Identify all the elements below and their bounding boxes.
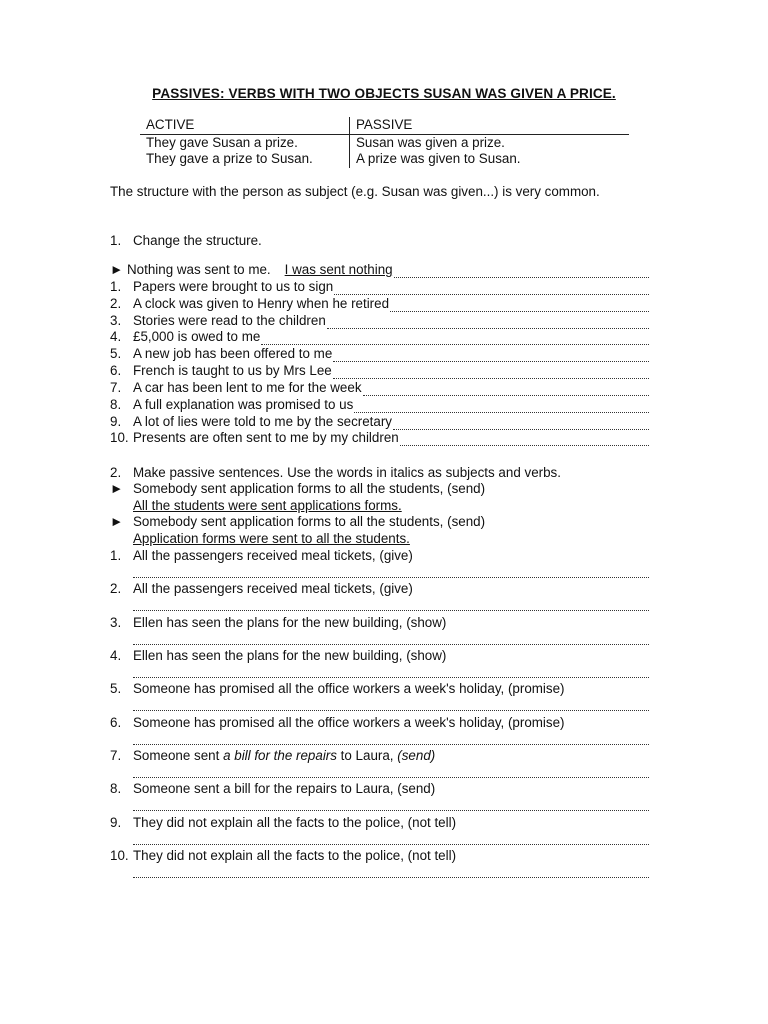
item-number: 10. <box>110 430 129 445</box>
list-item <box>110 548 650 578</box>
table-cell: They gave Susan a prize. <box>140 135 350 152</box>
intro-paragraph: The structure with the person as subject (e.g. Susan was given...) is very common. <box>110 184 600 199</box>
answer-line[interactable] <box>133 865 649 878</box>
answer-line[interactable] <box>394 265 649 278</box>
answer-line[interactable] <box>363 383 649 396</box>
example-item <box>110 262 649 278</box>
example-item <box>110 481 650 514</box>
item-number: 4. <box>110 329 122 344</box>
example-answer: All the students were sent applications forms. <box>133 497 402 513</box>
section1-heading <box>110 232 262 249</box>
answer-line[interactable] <box>333 349 649 362</box>
item-text: All the passengers received meal tickets, (give) <box>133 581 413 596</box>
table-row <box>140 151 629 168</box>
example-item <box>110 514 650 547</box>
item-text-italic: a bill for the repairs <box>223 748 337 763</box>
item-number: 8. <box>110 397 122 412</box>
list-item <box>110 380 649 396</box>
item-number: 7. <box>110 380 122 395</box>
answer-line[interactable] <box>133 665 649 678</box>
answer-line[interactable] <box>133 798 649 811</box>
item-text: A new job has been offered to me <box>133 346 333 361</box>
answer-line[interactable] <box>133 732 649 745</box>
example-marker: ► <box>110 514 124 529</box>
item-number: 1. <box>110 548 122 563</box>
table-cell: Susan was given a prize. <box>356 134 505 150</box>
item-number: 5. <box>110 681 122 696</box>
list-item <box>110 313 649 329</box>
table-cell: A prize was given to Susan. <box>356 151 521 166</box>
answer-line[interactable] <box>261 332 649 345</box>
section-heading-text: Make passive sentences. Use the words in italics as subjects and verbs. <box>133 465 561 480</box>
active-passive-table <box>140 117 629 168</box>
item-number: 3. <box>110 615 122 630</box>
item-number: 9. <box>110 414 122 429</box>
item-text: Someone sent a bill for the repairs to Laura, (send) <box>133 781 436 796</box>
item-text: Ellen has seen the plans for the new building, (show) <box>133 615 447 630</box>
page-title: PASSIVES: VERBS WITH TWO OBJECTS SUSAN WAS GIVEN A PRICE. <box>152 86 616 101</box>
item-text: £5,000 is owed to me <box>133 329 261 344</box>
answer-line[interactable] <box>400 433 649 446</box>
item-number: 9. <box>110 815 122 830</box>
list-item <box>110 748 650 778</box>
list-item <box>110 430 649 446</box>
example-marker: ► <box>110 262 124 277</box>
item-text: All the passengers received meal tickets, (give) <box>133 548 413 563</box>
table-header-row <box>140 117 629 135</box>
list-item <box>110 648 650 678</box>
answer-line[interactable] <box>133 765 649 778</box>
answer-line[interactable] <box>390 299 649 312</box>
list-item <box>110 815 650 845</box>
item-text: Someone has promised all the office workers a week's holiday, (promise) <box>133 715 565 730</box>
list-item <box>110 715 650 745</box>
section-number: 1. <box>110 233 122 248</box>
example-text: Somebody sent application forms to all the students, (send) <box>133 481 486 496</box>
item-number: 6. <box>110 715 122 730</box>
item-number: 10. <box>110 848 129 863</box>
item-text: Papers were brought to us to sign <box>133 279 334 294</box>
table-header-passive: PASSIVE <box>356 117 413 132</box>
item-text: Presents are often sent to me by my children <box>133 430 399 445</box>
list-item <box>110 363 649 379</box>
item-number: 7. <box>110 748 122 763</box>
list-item <box>110 397 649 413</box>
answer-line[interactable] <box>334 282 649 295</box>
list-item <box>110 615 650 645</box>
item-text: French is taught to us by Mrs Lee <box>133 363 332 378</box>
list-item <box>110 781 650 811</box>
section-heading-text: Change the structure. <box>133 233 262 248</box>
item-number: 2. <box>110 581 122 596</box>
list-item <box>110 346 649 362</box>
answer-line[interactable] <box>354 400 649 413</box>
item-text: A clock was given to Henry when he retired <box>133 296 390 311</box>
list-item <box>110 581 650 611</box>
item-number: 6. <box>110 363 122 378</box>
answer-line[interactable] <box>327 316 649 329</box>
answer-line[interactable] <box>333 366 649 379</box>
item-text: They did not explain all the facts to the police, (not tell) <box>133 815 457 830</box>
list-item <box>110 279 649 295</box>
list-item <box>110 329 649 345</box>
item-text: A car has been lent to me for the week <box>133 380 362 395</box>
list-item <box>110 848 650 878</box>
example-text: Nothing was sent to me. <box>127 262 271 277</box>
item-text-italic: (send) <box>397 748 436 763</box>
item-number: 1. <box>110 279 122 294</box>
example-marker: ► <box>110 481 124 496</box>
table-cell: They gave a prize to Susan. <box>140 151 350 168</box>
table-header-active: ACTIVE <box>140 117 350 134</box>
item-text: Ellen has seen the plans for the new building, (show) <box>133 648 447 663</box>
item-text: Someone sent <box>133 748 224 763</box>
item-number: 2. <box>110 296 122 311</box>
item-number: 5. <box>110 346 122 361</box>
section2-heading <box>110 464 561 481</box>
section-number: 2. <box>110 465 122 480</box>
item-text: They did not explain all the facts to the police, (not tell) <box>133 848 457 863</box>
item-text: A lot of lies were told to me by the secretary <box>133 414 393 429</box>
answer-line[interactable] <box>393 417 649 430</box>
example-answer: I was sent nothing <box>284 262 393 277</box>
example-answer: Application forms were sent to all the students. <box>133 530 410 546</box>
item-number: 3. <box>110 313 122 328</box>
answer-line[interactable] <box>133 832 649 845</box>
list-item <box>110 414 649 430</box>
answer-line[interactable] <box>133 598 649 611</box>
item-text: Someone has promised all the office workers a week's holiday, (promise) <box>133 681 565 696</box>
list-item <box>110 681 650 711</box>
answer-line[interactable] <box>133 632 649 645</box>
list-item <box>110 296 649 312</box>
item-text: Stories were read to the children <box>133 313 326 328</box>
example-text: Somebody sent application forms to all the students, (send) <box>133 514 486 529</box>
item-number: 8. <box>110 781 122 796</box>
answer-line[interactable] <box>133 698 649 711</box>
answer-line[interactable] <box>133 565 649 578</box>
item-text: to Laura, <box>336 748 398 763</box>
table-row <box>140 135 629 152</box>
item-number: 4. <box>110 648 122 663</box>
item-text: A full explanation was promised to us <box>133 397 354 412</box>
